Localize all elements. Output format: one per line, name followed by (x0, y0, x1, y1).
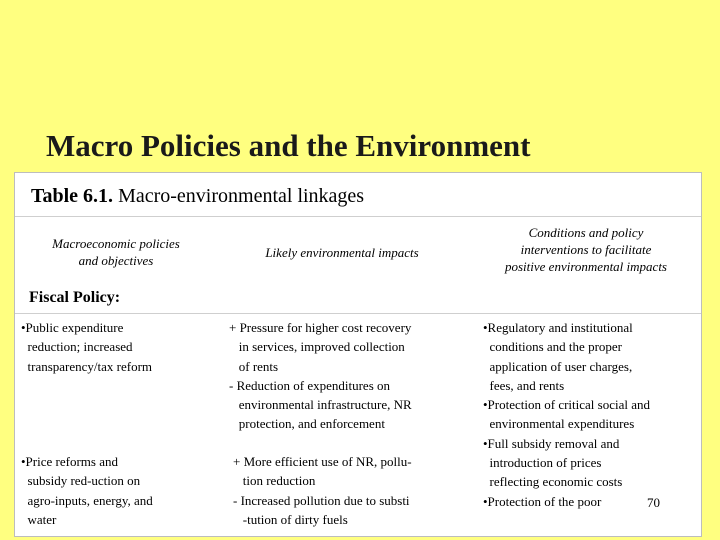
row2-impacts: + More efficient use of NR, pollu- tion reduction - Increased pollution due to substi -tution of dirty fuels (233, 454, 412, 527)
page-number: 70 (647, 495, 660, 510)
row2-policy: •Price reforms and subsidy red-uction on agro-inputs, energy, and water (21, 454, 153, 527)
section-fiscal-policy: Fiscal Policy: (29, 289, 121, 306)
caption-divider (15, 216, 701, 217)
table-caption (31, 185, 364, 208)
table-caption-label: Table 6.1. (31, 185, 114, 207)
header-impacts: Likely environmental impacts (265, 245, 419, 260)
header-interventions: Conditions and policy interventions to facilitate positive environmental impacts (505, 225, 667, 274)
table-caption-text: Macro-environmental linkages (113, 185, 365, 207)
section-divider (15, 313, 701, 314)
header-policies: Macroeconomic policies and objectives (52, 236, 180, 268)
linkages-table (14, 172, 702, 537)
slide-title: Macro Policies and the Environment (46, 128, 531, 163)
row1-impacts: + Pressure for higher cost recovery in services, improved collection of rents - Reduction of expenditures on environmental infrastructure, NR protection, and enforcement (229, 320, 412, 432)
row1-policy: •Public expenditure reduction; increased transparency/tax reform (21, 320, 153, 374)
interventions-cell: •Regulatory and institutional conditions and the proper application of user charges, fees, and rents •Protection of critical social and environmental expenditures •Full subsidy removal and introduction of prices reflecting economic costs •Protection of the poor (483, 320, 650, 509)
